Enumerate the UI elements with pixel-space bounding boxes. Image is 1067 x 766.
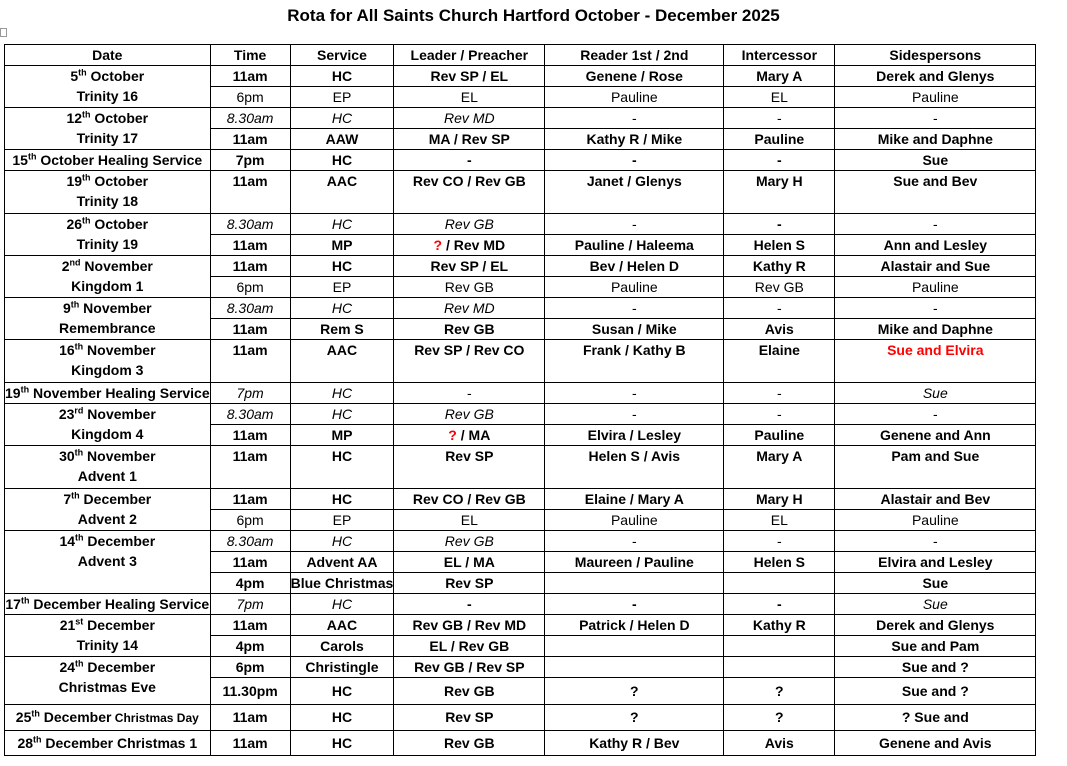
service-cell: HC [290, 678, 394, 705]
service-cell: HC [290, 383, 394, 404]
sidespersons-cell: Genene and Avis [835, 731, 1036, 756]
intercessor-cell: Helen S [724, 235, 835, 256]
leader-cell: ? / Rev MD [394, 235, 545, 256]
reader-cell: Pauline [545, 87, 724, 108]
time-cell: 6pm [210, 87, 290, 108]
sidespersons-cell: Mike and Daphne [835, 319, 1036, 340]
reader-cell [545, 636, 724, 657]
reader-cell: ? [545, 705, 724, 731]
intercessor-cell: - [724, 594, 835, 615]
time-cell: 8.30am [210, 298, 290, 319]
leader-cell: - [394, 150, 545, 171]
intercessor-cell: EL [724, 510, 835, 531]
service-cell: HC [290, 594, 394, 615]
sidespersons-cell: Pauline [835, 510, 1036, 531]
time-cell: 11am [210, 66, 290, 87]
service-cell: HC [290, 108, 394, 129]
leader-cell: EL / MA [394, 552, 545, 573]
table-row [5, 298, 1036, 319]
sidespersons-cell: Alastair and Bev [835, 489, 1036, 510]
reader-cell: - [545, 383, 724, 404]
header-row [5, 45, 1036, 66]
intercessor-cell: Mary H [724, 171, 835, 214]
service-cell: HC [290, 489, 394, 510]
intercessor-cell: Pauline [724, 425, 835, 446]
date-cell: 30th November Advent 1 [5, 446, 211, 489]
date-cell: 9th November Remembrance [5, 298, 211, 340]
service-cell: EP [290, 510, 394, 531]
reader-cell: Bev / Helen D [545, 256, 724, 277]
reader-cell: ? [545, 678, 724, 705]
table-row [5, 594, 1036, 615]
reader-cell: Kathy R / Mike [545, 129, 724, 150]
leader-cell: Rev GB [394, 214, 545, 235]
intercessor-cell: - [724, 150, 835, 171]
date-cell: 19th November Healing Service [5, 383, 211, 404]
date-cell: 14th December Advent 3 [5, 531, 211, 594]
intercessor-cell: - [724, 383, 835, 404]
time-cell: 11am [210, 340, 290, 383]
table-row [5, 404, 1036, 425]
service-cell: Carols [290, 636, 394, 657]
sidespersons-cell: Sue [835, 594, 1036, 615]
date-cell: 2nd November Kingdom 1 [5, 256, 211, 298]
service-cell: AAW [290, 129, 394, 150]
intercessor-cell: ? [724, 705, 835, 731]
time-cell: 6pm [210, 510, 290, 531]
sidespersons-cell: ? Sue and [835, 705, 1036, 731]
header-leader: Leader / Preacher [394, 45, 545, 66]
sidespersons-cell: Derek and Glenys [835, 66, 1036, 87]
table-row [5, 731, 1036, 756]
time-cell: 7pm [210, 594, 290, 615]
service-cell: EP [290, 277, 394, 298]
time-cell: 7pm [210, 150, 290, 171]
service-cell: HC [290, 404, 394, 425]
reader-cell: Susan / Mike [545, 319, 724, 340]
intercessor-cell: EL [724, 87, 835, 108]
sidespersons-cell: Pauline [835, 277, 1036, 298]
time-cell: 11am [210, 446, 290, 489]
sidespersons-cell: Pam and Sue [835, 446, 1036, 489]
time-cell: 11am [210, 615, 290, 636]
time-cell: 11am [210, 256, 290, 277]
reader-cell: - [545, 298, 724, 319]
unassigned-marker: ? [433, 237, 443, 253]
leader-cell: Rev MD [394, 298, 545, 319]
sidespersons-cell: Alastair and Sue [835, 256, 1036, 277]
date-cell: 7th December Advent 2 [5, 489, 211, 531]
time-cell: 6pm [210, 277, 290, 298]
reader-cell: - [545, 108, 724, 129]
service-cell: HC [290, 214, 394, 235]
intercessor-cell: Mary H [724, 489, 835, 510]
reader-cell: - [545, 150, 724, 171]
time-cell: 11am [210, 705, 290, 731]
sidespersons-cell: Sue and Elvira [835, 340, 1036, 383]
sidespersons-cell: Elvira and Lesley [835, 552, 1036, 573]
reader-cell: Helen S / Avis [545, 446, 724, 489]
intercessor-cell [724, 657, 835, 678]
table-row [5, 214, 1036, 235]
time-cell: 11.30pm [210, 678, 290, 705]
leader-cell: Rev GB [394, 531, 545, 552]
time-cell: 11am [210, 319, 290, 340]
header-sidespersons: Sidespersons [835, 45, 1036, 66]
service-cell: HC [290, 150, 394, 171]
service-cell: MP [290, 425, 394, 446]
time-cell: 11am [210, 171, 290, 214]
sidespersons-cell: Sue and ? [835, 657, 1036, 678]
leader-cell: EL / Rev GB [394, 636, 545, 657]
sidespersons-cell: - [835, 108, 1036, 129]
table-row [5, 66, 1036, 87]
sidespersons-cell: Ann and Lesley [835, 235, 1036, 256]
service-cell: Blue Christmas [290, 573, 394, 594]
date-cell: 21st December Trinity 14 [5, 615, 211, 657]
sidespersons-cell: Derek and Glenys [835, 615, 1036, 636]
reader-cell: Patrick / Helen D [545, 615, 724, 636]
reader-cell: Kathy R / Bev [545, 731, 724, 756]
leader-cell: Rev GB / Rev SP [394, 657, 545, 678]
service-cell: HC [290, 446, 394, 489]
table-row [5, 615, 1036, 636]
service-cell: HC [290, 66, 394, 87]
time-cell: 11am [210, 235, 290, 256]
service-cell: AAC [290, 171, 394, 214]
date-cell: 26th October Trinity 19 [5, 214, 211, 256]
sidespersons-cell: Sue and Pam [835, 636, 1036, 657]
leader-cell: Rev SP / EL [394, 66, 545, 87]
intercessor-cell: - [724, 298, 835, 319]
time-cell: 11am [210, 552, 290, 573]
header-intercessor: Intercessor [724, 45, 835, 66]
intercessor-cell: ? [724, 678, 835, 705]
date-cell: 23rd November Kingdom 4 [5, 404, 211, 446]
sidespersons-cell: Sue and ? [835, 678, 1036, 705]
sidespersons-cell: Mike and Daphne [835, 129, 1036, 150]
sidespersons-cell: - [835, 531, 1036, 552]
reader-cell [545, 657, 724, 678]
table-row [5, 489, 1036, 510]
leader-cell: - [394, 383, 545, 404]
intercessor-cell: Mary A [724, 446, 835, 489]
service-cell: HC [290, 531, 394, 552]
intercessor-cell [724, 636, 835, 657]
leader-cell: Rev SP [394, 446, 545, 489]
service-cell: HC [290, 731, 394, 756]
table-row [5, 531, 1036, 552]
time-cell: 11am [210, 731, 290, 756]
object-anchor-icon [0, 28, 7, 37]
sidespersons-cell: - [835, 404, 1036, 425]
leader-cell: Rev MD [394, 108, 545, 129]
leader-cell: Rev SP / Rev CO [394, 340, 545, 383]
leader-cell: Rev GB [394, 277, 545, 298]
intercessor-cell: Pauline [724, 129, 835, 150]
intercessor-cell [724, 573, 835, 594]
leader-cell: MA / Rev SP [394, 129, 545, 150]
reader-cell: Pauline [545, 510, 724, 531]
reader-cell: Pauline [545, 277, 724, 298]
time-cell: 7pm [210, 383, 290, 404]
sidespersons-cell: Sue [835, 383, 1036, 404]
intercessor-cell: Kathy R [724, 615, 835, 636]
leader-cell: Rev GB [394, 678, 545, 705]
reader-cell [545, 573, 724, 594]
table-row [5, 256, 1036, 277]
leader-cell: Rev SP / EL [394, 256, 545, 277]
header-service: Service [290, 45, 394, 66]
date-cell: 25th December Christmas Day [5, 705, 211, 731]
sidespersons-cell: Pauline [835, 87, 1036, 108]
intercessor-cell: Helen S [724, 552, 835, 573]
header-time: Time [210, 45, 290, 66]
table-row [5, 108, 1036, 129]
service-cell: HC [290, 705, 394, 731]
intercessor-cell: - [724, 108, 835, 129]
sidespersons-cell: Genene and Ann [835, 425, 1036, 446]
service-cell: Christingle [290, 657, 394, 678]
time-cell: 11am [210, 129, 290, 150]
date-cell: 28th December Christmas 1 [5, 731, 211, 756]
leader-cell: Rev GB [394, 404, 545, 425]
time-cell: 6pm [210, 657, 290, 678]
time-cell: 8.30am [210, 108, 290, 129]
time-cell: 8.30am [210, 404, 290, 425]
date-cell: 19th October Trinity 18 [5, 171, 211, 214]
leader-cell: EL [394, 87, 545, 108]
header-reader: Reader 1st / 2nd [545, 45, 724, 66]
reader-cell: Frank / Kathy B [545, 340, 724, 383]
sidespersons-cell: - [835, 298, 1036, 319]
table-row [5, 446, 1036, 489]
reader-cell: Elaine / Mary A [545, 489, 724, 510]
intercessor-cell: Mary A [724, 66, 835, 87]
header-date: Date [5, 45, 211, 66]
service-cell: Advent AA [290, 552, 394, 573]
date-cell: 12th October Trinity 17 [5, 108, 211, 150]
leader-cell: Rev GB [394, 731, 545, 756]
table-row [5, 657, 1036, 678]
table-row [5, 705, 1036, 731]
table-row [5, 340, 1036, 383]
service-cell: HC [290, 256, 394, 277]
intercessor-cell: - [724, 214, 835, 235]
leader-cell: Rev SP [394, 705, 545, 731]
intercessor-cell: Kathy R [724, 256, 835, 277]
date-cell: 5th October Trinity 16 [5, 66, 211, 108]
time-cell: 4pm [210, 573, 290, 594]
intercessor-cell: Avis [724, 319, 835, 340]
service-cell: MP [290, 235, 394, 256]
reader-cell: - [545, 404, 724, 425]
time-cell: 11am [210, 425, 290, 446]
reader-cell: Genene / Rose [545, 66, 724, 87]
intercessor-cell: Rev GB [724, 277, 835, 298]
table-row [5, 383, 1036, 404]
leader-cell: Rev GB [394, 319, 545, 340]
leader-cell: ? / MA [394, 425, 545, 446]
time-cell: 4pm [210, 636, 290, 657]
reader-cell: Elvira / Lesley [545, 425, 724, 446]
table-row [5, 171, 1036, 214]
leader-cell: Rev GB / Rev MD [394, 615, 545, 636]
reader-cell: - [545, 214, 724, 235]
intercessor-cell: - [724, 404, 835, 425]
table-row [5, 150, 1036, 171]
service-cell: HC [290, 298, 394, 319]
reader-cell: - [545, 531, 724, 552]
sidespersons-cell: Sue and Bev [835, 171, 1036, 214]
sidespersons-cell: Sue [835, 150, 1036, 171]
date-cell: 15th October Healing Service [5, 150, 211, 171]
reader-cell: Janet / Glenys [545, 171, 724, 214]
rota-table [4, 44, 1036, 756]
date-cell: 16th November Kingdom 3 [5, 340, 211, 383]
leader-cell: EL [394, 510, 545, 531]
time-cell: 11am [210, 489, 290, 510]
intercessor-cell: Avis [724, 731, 835, 756]
intercessor-cell: Elaine [724, 340, 835, 383]
reader-cell: - [545, 594, 724, 615]
intercessor-cell: - [724, 531, 835, 552]
time-cell: 8.30am [210, 214, 290, 235]
sidespersons-cell: - [835, 214, 1036, 235]
reader-cell: Maureen / Pauline [545, 552, 724, 573]
unassigned-marker: ? [448, 427, 457, 443]
leader-cell: Rev CO / Rev GB [394, 171, 545, 214]
service-cell: Rem S [290, 319, 394, 340]
page-title: Rota for All Saints Church Hartford October - December 2025 [287, 6, 780, 25]
service-cell: EP [290, 87, 394, 108]
sidespersons-cell: Sue [835, 573, 1036, 594]
service-cell: AAC [290, 340, 394, 383]
leader-cell: Rev SP [394, 573, 545, 594]
leader-cell: Rev CO / Rev GB [394, 489, 545, 510]
time-cell: 8.30am [210, 531, 290, 552]
leader-cell: - [394, 594, 545, 615]
date-cell: 17th December Healing Service [5, 594, 211, 615]
service-cell: AAC [290, 615, 394, 636]
reader-cell: Pauline / Haleema [545, 235, 724, 256]
date-cell: 24th December Christmas Eve [5, 657, 211, 705]
